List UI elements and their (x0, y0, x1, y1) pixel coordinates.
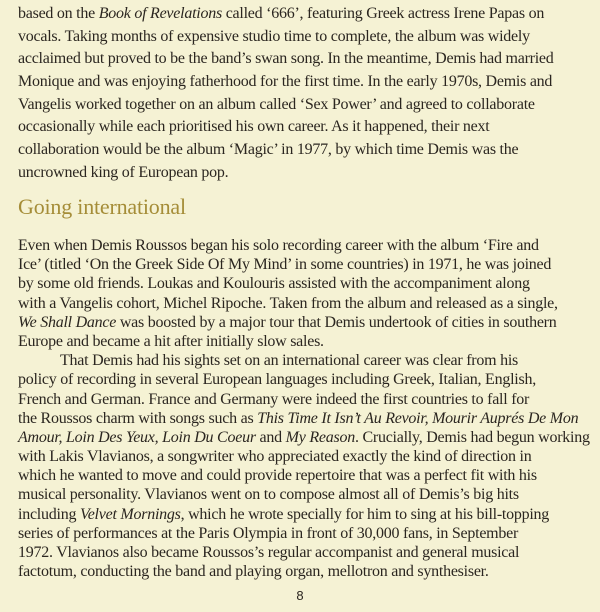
text-run: based on the (18, 5, 99, 22)
text-run: and (255, 428, 286, 446)
text-run: French and German. France and Germany were indeed the first countries to fall for (18, 390, 530, 408)
italic-title: Velvet Mornings (79, 505, 181, 523)
text-line (18, 274, 590, 293)
text-run: Even when Demis Roussos began his solo recording career with the album ‘Fire and (18, 237, 539, 254)
italic-title: My Reason (285, 428, 355, 446)
text-line (18, 447, 590, 466)
text-run: was boosted by a major tour that Demis undertook of cities in southern (116, 313, 557, 331)
text-run: by some old friends. Loukas and Koulouris assisted with the accompaniment along (18, 275, 530, 293)
text-run: with Lakis Vlavianos, a songwriter who appreciated exactly the kind of direction in (18, 448, 532, 466)
text-run: acclaimed but proved to be the band’s swan song. In the meantime, Demis had married (18, 50, 554, 68)
text-line (18, 332, 590, 351)
text-line (18, 370, 590, 389)
text-line (18, 543, 590, 562)
paragraph-intro (18, 3, 590, 185)
text-line (18, 428, 590, 447)
text-run: with a Vangelis cohort, Michel Ripoche. Taken from the album and released as a single, (18, 294, 558, 312)
text-run: series of performances at the Paris Olympia in front of 30,000 fans, in September (18, 524, 519, 542)
text-line (18, 524, 590, 543)
text-run: musical personality. Vlavianos went on to compose almost all of Demis’s big hits (18, 486, 519, 504)
text-line (18, 255, 590, 274)
text-line (18, 466, 590, 485)
paragraph-going-international (18, 236, 590, 581)
section-heading: Going international (18, 194, 186, 219)
text-line (18, 562, 590, 581)
text-run: , which he wrote specially for him to sing at his bill-topping (180, 505, 550, 523)
text-run: vocals. Taking months of expensive studio time to complete, the album was widely (18, 27, 530, 45)
text-run: That Demis had his sights set on an international career was clear from his (60, 352, 518, 370)
text-run: which he wanted to move and could provide repertoire that was a perfect fit with his (18, 467, 537, 485)
text-run: 1972. Vlavianos also became Roussos’s regular accompanist and general musical (18, 544, 520, 561)
text-run: uncrowned king of European pop. (18, 163, 229, 181)
italic-title: Amour, Loin Des Yeux, Loin Du Coeur (18, 428, 256, 446)
italic-title: We Shall Dance (18, 313, 117, 331)
text-line (18, 351, 590, 370)
text-run: Vangelis worked together on an album called ‘Sex Power’ and agreed to collaborate (18, 95, 535, 113)
text-run: factotum, conducting the band and playing organ, mellotron and synthesiser. (18, 563, 489, 581)
text-run: including (18, 505, 80, 523)
text-run: occasionally while each prioritised his own career. As it happened, their next (18, 118, 490, 136)
text-run: . Crucially, Demis had begun working (354, 428, 590, 446)
text-line (18, 485, 590, 504)
text-line (18, 409, 590, 428)
text-line (18, 390, 590, 409)
text-line (18, 48, 590, 71)
text-line (18, 139, 590, 162)
text-run: called ‘666’, featuring Greek actress Irene Papas on (221, 5, 545, 22)
text-line (18, 3, 590, 26)
text-line (18, 505, 590, 524)
text-line (18, 71, 590, 94)
italic-title: Book of Revelations (98, 5, 222, 22)
text-line (18, 116, 590, 139)
text-line (18, 26, 590, 49)
italic-title: This Time It Isn’t Au Revoir, Mourir Auprés De Mon (257, 409, 579, 427)
page-number: 8 (296, 588, 304, 603)
text-run: Ice’ (titled ‘On the Greek Side Of My Mind’ in some countries) in 1971, he was joined (18, 256, 552, 274)
text-line (18, 313, 590, 332)
text-line (18, 294, 590, 313)
text-line (18, 162, 590, 185)
text-run: Monique and was enjoying fatherhood for the first time. In the early 1970s, Demis and (18, 73, 553, 91)
text-run: collaboration would be the album ‘Magic’ in 1977, by which time Demis was the (18, 141, 519, 159)
text-run: the Roussos charm with songs such as (18, 409, 258, 427)
text-run: Europe and became a hit after initially slow sales. (18, 332, 324, 350)
text-line (18, 94, 590, 117)
text-line (18, 236, 590, 255)
text-run: policy of recording in several European languages including Greek, Italian, English, (18, 371, 536, 389)
